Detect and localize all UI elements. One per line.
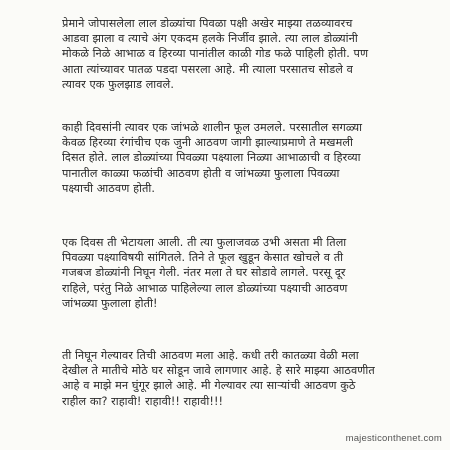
watermark: majesticonthenet.com xyxy=(345,433,442,444)
paragraph-4: ती निघून गेल्यावर तिची आठवण मला आहे. कधी तरी कातळ्या वेळी मला देखील ते मातीचे मोठे घर सोडून जावे लागणार आहे. हे सारे माझ्या आठवणीत आहे व माझे मन घुंगूर झाले आहे. मी गेल्यावर त्या साऱ्यांची आठवण कुठे राहील का? राहावी! राहावी!! राहावी!!! xyxy=(62,349,375,408)
paragraph-2: काही दिवसांनी त्यावर एक जांभळे शालीन फूल उमलले. परसातील सगळ्या केवळ हिरव्या रंगांचीच एक जुनी आठवण जागी झाल्याप्रमाणे ते मखमली दिसत होते. लाल डोळ्यांच्या पिवळ्या पक्ष्याला निळ्या आभाळाची व हिरव्या पानातील काळ्या फळांची आठवण होती व जांभळ्या फुलाला पिवळ्या पक्ष्याची आठवण होती. xyxy=(62,121,363,195)
paragraph-3: एक दिवस ती भेटायला आली. ती त्या फुलाजवळ उभी असता मी तिला पिवळ्या पक्ष्याविषयी सांगितले. तिने ते फूल खुडून केसात खोचले व ती गजबज डोळ्यांनी निघून गेली. नंतर मला ते घर सोडावे लागले. परसू दूर राहिले, परंतु निळे आभाळ पाहिलेल्या लाल डोळ्यांच्या पक्ष्याची आठवण जांभळ्या फुलाला होती! xyxy=(62,236,348,310)
paragraph-1: प्रेमाने जोपासलेला लाल डोळ्यांचा पिवळा पक्षी अखेर माझ्या तळव्यावरच आडवा झाला व त्याचे अंग एकदम हलके निर्जीव झाले. त्या लाल डोळ्यांनी मोकळे निळे आभाळ व हिरव्या पानांतील काळी गोड फळे पाहिली होती. पण आता त्यांच्यावर पातळ पडदा पसरला आहे. मी त्याला परसातच सोडले व त्यावर एक फुलझाड लावले. xyxy=(62,17,369,91)
